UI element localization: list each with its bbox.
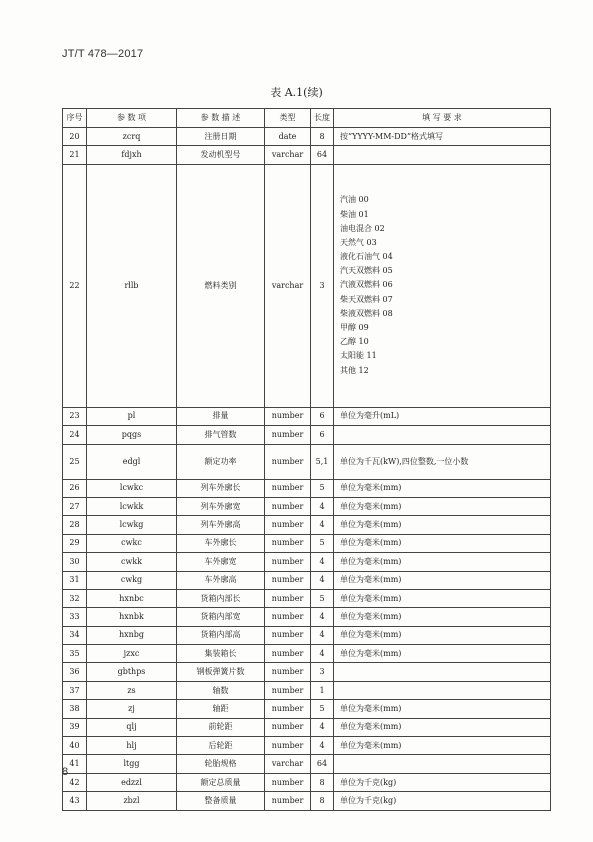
- param-code-cell: lcwkc: [87, 479, 177, 497]
- row-number-cell: 30: [63, 553, 87, 571]
- requirement-cell: 单位为毫米(mm): [334, 700, 551, 718]
- row-number-cell: 36: [63, 663, 87, 681]
- param-desc-cell: 轮胎规格: [177, 755, 265, 773]
- parameter-table: [62, 108, 551, 811]
- table-row: [63, 663, 551, 681]
- type-cell: number: [265, 444, 311, 479]
- requirement-cell: 单位为毫米(mm): [334, 608, 551, 626]
- param-code-cell: hxnbk: [87, 608, 177, 626]
- param-code-cell: hxnbg: [87, 626, 177, 644]
- param-code-cell: zbzl: [87, 792, 177, 810]
- fuel-type-list: [340, 191, 547, 380]
- length-cell: 5: [311, 479, 334, 497]
- table-header-row: [63, 109, 551, 128]
- param-desc-cell: 后轮距: [177, 737, 265, 755]
- table-row: [63, 681, 551, 699]
- param-desc-cell: 整备质量: [177, 792, 265, 810]
- length-cell: 4: [311, 718, 334, 736]
- param-code-cell: hxnbc: [87, 589, 177, 607]
- param-desc-cell: 燃料类别: [177, 164, 265, 407]
- requirement-cell: 单位为毫米(mm): [334, 718, 551, 736]
- table-row: [63, 479, 551, 497]
- type-cell: number: [265, 407, 311, 425]
- requirement-cell: 单位为千克(kg): [334, 792, 551, 810]
- param-code-cell: jzxc: [87, 645, 177, 663]
- fuel-type-item: 油电混合 02: [340, 223, 385, 233]
- table-row: [63, 516, 551, 534]
- row-number-cell: 38: [63, 700, 87, 718]
- requirement-cell: [334, 681, 551, 699]
- requirement-cell: 单位为千克(kg): [334, 773, 551, 791]
- requirement-cell: 按“YYYY-MM-DD”格式填写: [334, 128, 551, 146]
- type-cell: varchar: [265, 164, 311, 407]
- param-desc-cell: 列车外廓高: [177, 516, 265, 534]
- page-number: 8: [62, 766, 69, 778]
- param-desc-cell: 排气管数: [177, 426, 265, 444]
- length-cell: 4: [311, 626, 334, 644]
- table-row: [63, 571, 551, 589]
- param-desc-cell: 列车外廓长: [177, 479, 265, 497]
- type-cell: number: [265, 479, 311, 497]
- param-desc-cell: 车外廓宽: [177, 553, 265, 571]
- table-row: [63, 608, 551, 626]
- type-cell: number: [265, 497, 311, 515]
- type-cell: number: [265, 626, 311, 644]
- requirement-cell: 单位为毫米(mm): [334, 626, 551, 644]
- param-code-cell: edzzl: [87, 773, 177, 791]
- length-cell: 64: [311, 146, 334, 164]
- type-cell: varchar: [265, 755, 311, 773]
- param-desc-cell: 货箱内部高: [177, 626, 265, 644]
- requirement-cell: 单位为毫米(mm): [334, 571, 551, 589]
- requirement-cell: [334, 755, 551, 773]
- column-header-desc: 参 数 描 述: [177, 109, 265, 128]
- requirement-cell: 单位为毫升(mL): [334, 407, 551, 425]
- row-number-cell: 43: [63, 792, 87, 810]
- fuel-type-item: 乙醇 10: [340, 337, 369, 347]
- length-cell: 1: [311, 681, 334, 699]
- param-code-cell: cwkg: [87, 571, 177, 589]
- row-number-cell: 42: [63, 773, 87, 791]
- param-desc-cell: 轴距: [177, 700, 265, 718]
- table-row: [63, 645, 551, 663]
- row-number-cell: 22: [63, 164, 87, 407]
- param-code-cell: lcwkg: [87, 516, 177, 534]
- param-desc-cell: 车外廓长: [177, 534, 265, 552]
- param-desc-cell: 货箱内部长: [177, 589, 265, 607]
- table-row: [63, 146, 551, 164]
- param-code-cell: qlj: [87, 718, 177, 736]
- param-code-cell: pqgs: [87, 426, 177, 444]
- param-desc-cell: 注册日期: [177, 128, 265, 146]
- length-cell: 6: [311, 426, 334, 444]
- row-number-cell: 20: [63, 128, 87, 146]
- requirement-cell: 单位为毫米(mm): [334, 737, 551, 755]
- column-header-requirement: 填 写 要 求: [334, 109, 551, 128]
- type-cell: number: [265, 700, 311, 718]
- param-code-cell: rllb: [87, 164, 177, 407]
- length-cell: 5,1: [311, 444, 334, 479]
- row-number-cell: 29: [63, 534, 87, 552]
- length-cell: 8: [311, 792, 334, 810]
- requirement-cell: 单位为毫米(mm): [334, 534, 551, 552]
- row-number-cell: 28: [63, 516, 87, 534]
- type-cell: number: [265, 426, 311, 444]
- length-cell: 6: [311, 407, 334, 425]
- table-row: [63, 718, 551, 736]
- length-cell: 4: [311, 497, 334, 515]
- requirement-cell: 单位为毫米(mm): [334, 479, 551, 497]
- type-cell: number: [265, 589, 311, 607]
- param-desc-cell: 发动机型号: [177, 146, 265, 164]
- param-code-cell: cwkk: [87, 553, 177, 571]
- table-row: [63, 626, 551, 644]
- type-cell: number: [265, 608, 311, 626]
- requirement-cell: [334, 426, 551, 444]
- row-number-cell: 26: [63, 479, 87, 497]
- length-cell: 3: [311, 663, 334, 681]
- row-number-cell: 24: [63, 426, 87, 444]
- table-title: 表 A.1(续): [270, 86, 323, 99]
- param-code-cell: edgl: [87, 444, 177, 479]
- fuel-type-item: 柴液双燃料 08: [340, 308, 393, 318]
- type-cell: number: [265, 792, 311, 810]
- param-desc-cell: 额定功率: [177, 444, 265, 479]
- type-cell: date: [265, 128, 311, 146]
- param-code-cell: gbthps: [87, 663, 177, 681]
- fuel-type-item: 汽油 00: [340, 195, 369, 205]
- row-number-cell: 40: [63, 737, 87, 755]
- param-code-cell: lcwkk: [87, 497, 177, 515]
- param-desc-cell: 前轮距: [177, 718, 265, 736]
- requirement-cell: 单位为毫米(mm): [334, 589, 551, 607]
- requirement-cell: 单位为毫米(mm): [334, 553, 551, 571]
- fuel-type-item: 太阳能 11: [340, 351, 377, 361]
- type-cell: number: [265, 737, 311, 755]
- requirement-cell: 单位为千瓦(kW),四位整数,一位小数: [334, 444, 551, 479]
- table-row: [63, 737, 551, 755]
- param-desc-cell: 额定总质量: [177, 773, 265, 791]
- row-number-cell: 41: [63, 755, 87, 773]
- table-row: [63, 700, 551, 718]
- fuel-type-item: 液化石油气 04: [340, 252, 393, 262]
- column-header-no: 序号: [63, 109, 87, 128]
- param-desc-cell: 列车外廓宽: [177, 497, 265, 515]
- type-cell: number: [265, 663, 311, 681]
- param-desc-cell: 钢板弹簧片数: [177, 663, 265, 681]
- standard-code: JT/T 478—2017: [62, 48, 144, 60]
- length-cell: 5: [311, 534, 334, 552]
- length-cell: 4: [311, 516, 334, 534]
- length-cell: 5: [311, 589, 334, 607]
- table-row: [63, 444, 551, 479]
- type-cell: varchar: [265, 146, 311, 164]
- row-number-cell: 32: [63, 589, 87, 607]
- row-number-cell: 21: [63, 146, 87, 164]
- row-number-cell: 31: [63, 571, 87, 589]
- requirement-cell: 单位为毫米(mm): [334, 497, 551, 515]
- length-cell: 8: [311, 773, 334, 791]
- type-cell: number: [265, 718, 311, 736]
- requirement-cell: 单位为毫米(mm): [334, 645, 551, 663]
- column-header-type: 类型: [265, 109, 311, 128]
- type-cell: number: [265, 773, 311, 791]
- fuel-type-item: 甲醇 09: [340, 323, 369, 333]
- row-number-cell: 39: [63, 718, 87, 736]
- type-cell: number: [265, 681, 311, 699]
- param-code-cell: zcrq: [87, 128, 177, 146]
- table-row: [63, 773, 551, 791]
- type-cell: number: [265, 534, 311, 552]
- param-code-cell: ltgg: [87, 755, 177, 773]
- requirement-cell: 单位为毫米(mm): [334, 516, 551, 534]
- table-row: [63, 128, 551, 146]
- table-row: [63, 792, 551, 810]
- param-desc-cell: 轴数: [177, 681, 265, 699]
- length-cell: 4: [311, 645, 334, 663]
- type-cell: number: [265, 645, 311, 663]
- requirement-cell: [334, 663, 551, 681]
- param-code-cell: fdjxh: [87, 146, 177, 164]
- type-cell: number: [265, 516, 311, 534]
- column-header-length: 长度: [311, 109, 334, 128]
- length-cell: 4: [311, 737, 334, 755]
- row-number-cell: 35: [63, 645, 87, 663]
- param-desc-cell: 车外廓高: [177, 571, 265, 589]
- row-number-cell: 34: [63, 626, 87, 644]
- length-cell: 64: [311, 755, 334, 773]
- table-row: [63, 553, 551, 571]
- requirement-cell: [334, 146, 551, 164]
- param-code-cell: zs: [87, 681, 177, 699]
- param-desc-cell: 货箱内部宽: [177, 608, 265, 626]
- param-code-cell: zj: [87, 700, 177, 718]
- length-cell: 4: [311, 553, 334, 571]
- type-cell: number: [265, 553, 311, 571]
- row-number-cell: 23: [63, 407, 87, 425]
- param-code-cell: pl: [87, 407, 177, 425]
- table-row: [63, 589, 551, 607]
- table-row: [63, 407, 551, 425]
- table-row: [63, 534, 551, 552]
- param-desc-cell: 集装箱长: [177, 645, 265, 663]
- length-cell: 3: [311, 164, 334, 407]
- table-row: [63, 755, 551, 773]
- row-number-cell: 33: [63, 608, 87, 626]
- requirement-cell: [334, 164, 551, 407]
- fuel-type-item: 汽液双燃料 06: [340, 280, 393, 290]
- type-cell: number: [265, 571, 311, 589]
- length-cell: 5: [311, 700, 334, 718]
- length-cell: 4: [311, 571, 334, 589]
- table-row: [63, 164, 551, 407]
- param-desc-cell: 排量: [177, 407, 265, 425]
- length-cell: 4: [311, 608, 334, 626]
- param-code-cell: cwkc: [87, 534, 177, 552]
- fuel-type-item: 汽天双燃料 05: [340, 266, 393, 276]
- table-row: [63, 426, 551, 444]
- fuel-type-item: 天然气 03: [340, 237, 377, 247]
- table-row: [63, 497, 551, 515]
- fuel-type-item: 柴天双燃料 07: [340, 294, 393, 304]
- fuel-type-item: 柴油 01: [340, 209, 369, 219]
- column-header-param: 参 数 项: [87, 109, 177, 128]
- row-number-cell: 27: [63, 497, 87, 515]
- param-code-cell: hlj: [87, 737, 177, 755]
- row-number-cell: 37: [63, 681, 87, 699]
- length-cell: 8: [311, 128, 334, 146]
- row-number-cell: 25: [63, 444, 87, 479]
- fuel-type-item: 其他 12: [340, 365, 369, 375]
